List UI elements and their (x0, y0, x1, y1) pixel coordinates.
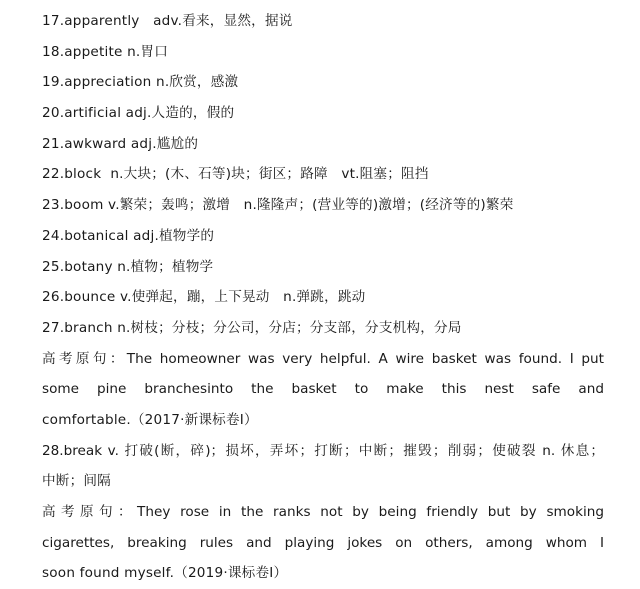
example-sentence-2-line-3: soon found myself.（2019·课标卷Ⅰ） (42, 565, 288, 582)
vocabulary-document (42, 6, 604, 589)
entry-break-line-2: 中断；间隔 (42, 473, 111, 490)
example-sentence-2-line-1: 高考原句：They rose in the ranks not by being friendly but by smoking (42, 504, 604, 520)
entry-appreciation: 19.appreciation n.欣赏，感激 (42, 74, 239, 91)
entry-botanical: 24.botanical adj.植物学的 (42, 227, 215, 244)
example-sentence-1-line-3: comfortable.（2017·新课标卷Ⅰ） (42, 411, 258, 428)
entry-artificial: 20.artificial adj.人造的，假的 (42, 105, 235, 122)
entry-boom: 23.boom v.繁荣；轰鸣；激增 n.隆隆声；(营业等的)激增；(经济等的)繁荣 (42, 197, 514, 214)
entry-break-line-1: 28.break v. 打破(断，碎)；损坏，弄坏；打断；中断；摧毁；削弱；使破裂 n. 休息； (42, 442, 604, 459)
entry-apparently: 17.apparently adv.看来，显然，据说 (42, 13, 293, 29)
example-sentence-2-line-2: cigarettes, breaking rules and playing jokes on others, among whom I (42, 534, 604, 551)
entry-branch: 27.branch n.树枝；分枝；分公司，分店；分支部，分支机构，分局 (42, 319, 462, 336)
entry-appetite: 18.appetite n.胃口 (42, 43, 169, 60)
entry-bounce: 26.bounce v.使弹起，蹦，上下晃动 n.弹跳，跳动 (42, 289, 366, 306)
entry-botany: 25.botany n.植物；植物学 (42, 258, 214, 275)
entry-awkward: 21.awkward adj.尴尬的 (42, 135, 199, 152)
example-sentence-1-line-2: some pine branchesinto the basket to make this nest safe and (42, 381, 604, 398)
example-sentence-1-line-1: 高考原句：The homeowner was very helpful. A wire basket was found. I put (42, 350, 604, 367)
entry-block: 22.block n.大块；(木、石等)块；街区；路障 vt.阻塞；阻挡 (42, 166, 429, 183)
